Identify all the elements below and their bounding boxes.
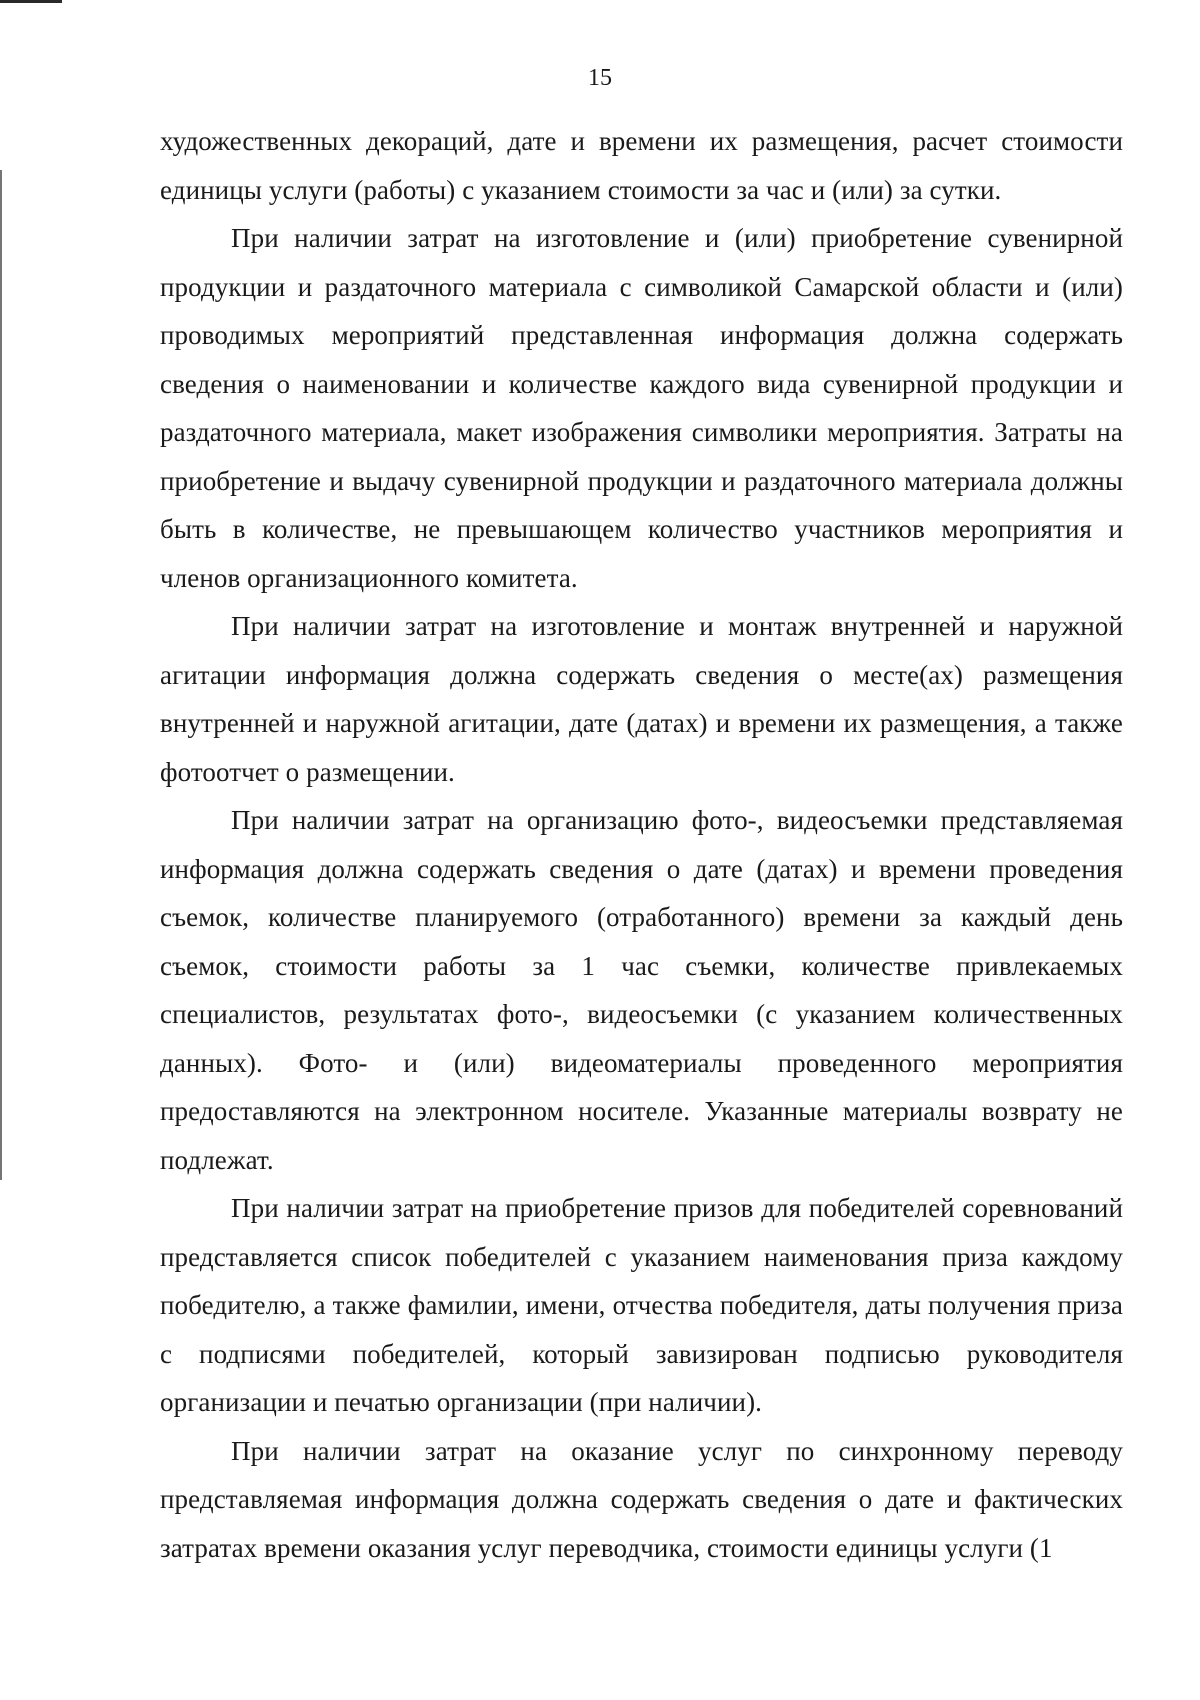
scan-edge-mark bbox=[0, 0, 62, 3]
paragraph-continuation: художественных декораций, дате и времени их размещения, расчет стоимости единицы услуги (работы) с указанием стоимости за час и (или) за сутки. bbox=[160, 126, 1123, 205]
paragraph-souvenirs: При наличии затрат на изготовление и (или) приобретение сувенирной продукции и раздаточного материала с символикой Самарской области и (или) проводимых мероприятий представленная информация должна содержать сведения о наименовании и количестве каждого вида сувенирной продукции и раздаточного материала, макет изображения символики мероприятия. Затраты на приобретение и выдачу сувенирной продукции и раздаточного материала должны быть в количестве, не превышающем количество участников мероприятия и членов организационного комитета. bbox=[160, 223, 1123, 593]
paragraph-photo-video: При наличии затрат на организацию фото-, видеосъемки представляемая информация должна содержать сведения о дате (датах) и времени проведения съемок, количестве планируемого (отработанного) времени за каждый день съемок, стоимости работы за 1 час съемки, количестве привлекаемых специалистов, результатах фото-, видеосъемки (с указанием количественных данных). Фото- и (или) видеоматериалы проведенного мероприятия предоставляются на электронном носителе. Указанные материалы возврату не подлежат. bbox=[160, 805, 1123, 1175]
paragraph-prizes: При наличии затрат на приобретение призов для победителей соревнований представляется список победителей с указанием наименования приза каждому победителю, а также фамилии, имени, отчества победителя, даты получения приза с подписями победителей, который завизирован подписью руководителя организации и печатью организации (при наличии). bbox=[160, 1193, 1123, 1417]
document-body bbox=[160, 117, 1123, 1572]
paragraph-agitation: При наличии затрат на изготовление и монтаж внутренней и наружной агитации информация должна содержать сведения о месте(ах) размещения внутренней и наружной агитации, дате (датах) и времени их размещения, а также фотоотчет о размещении. bbox=[160, 611, 1123, 787]
scan-margin-line bbox=[0, 170, 2, 1180]
paragraph-translation: При наличии затрат на оказание услуг по синхронному переводу представляемая информация должна содержать сведения о дате и фактических затратах времени оказания услуг переводчика, стоимости единицы услуги (1 bbox=[160, 1435, 1123, 1563]
page-number: 15 bbox=[588, 65, 612, 91]
